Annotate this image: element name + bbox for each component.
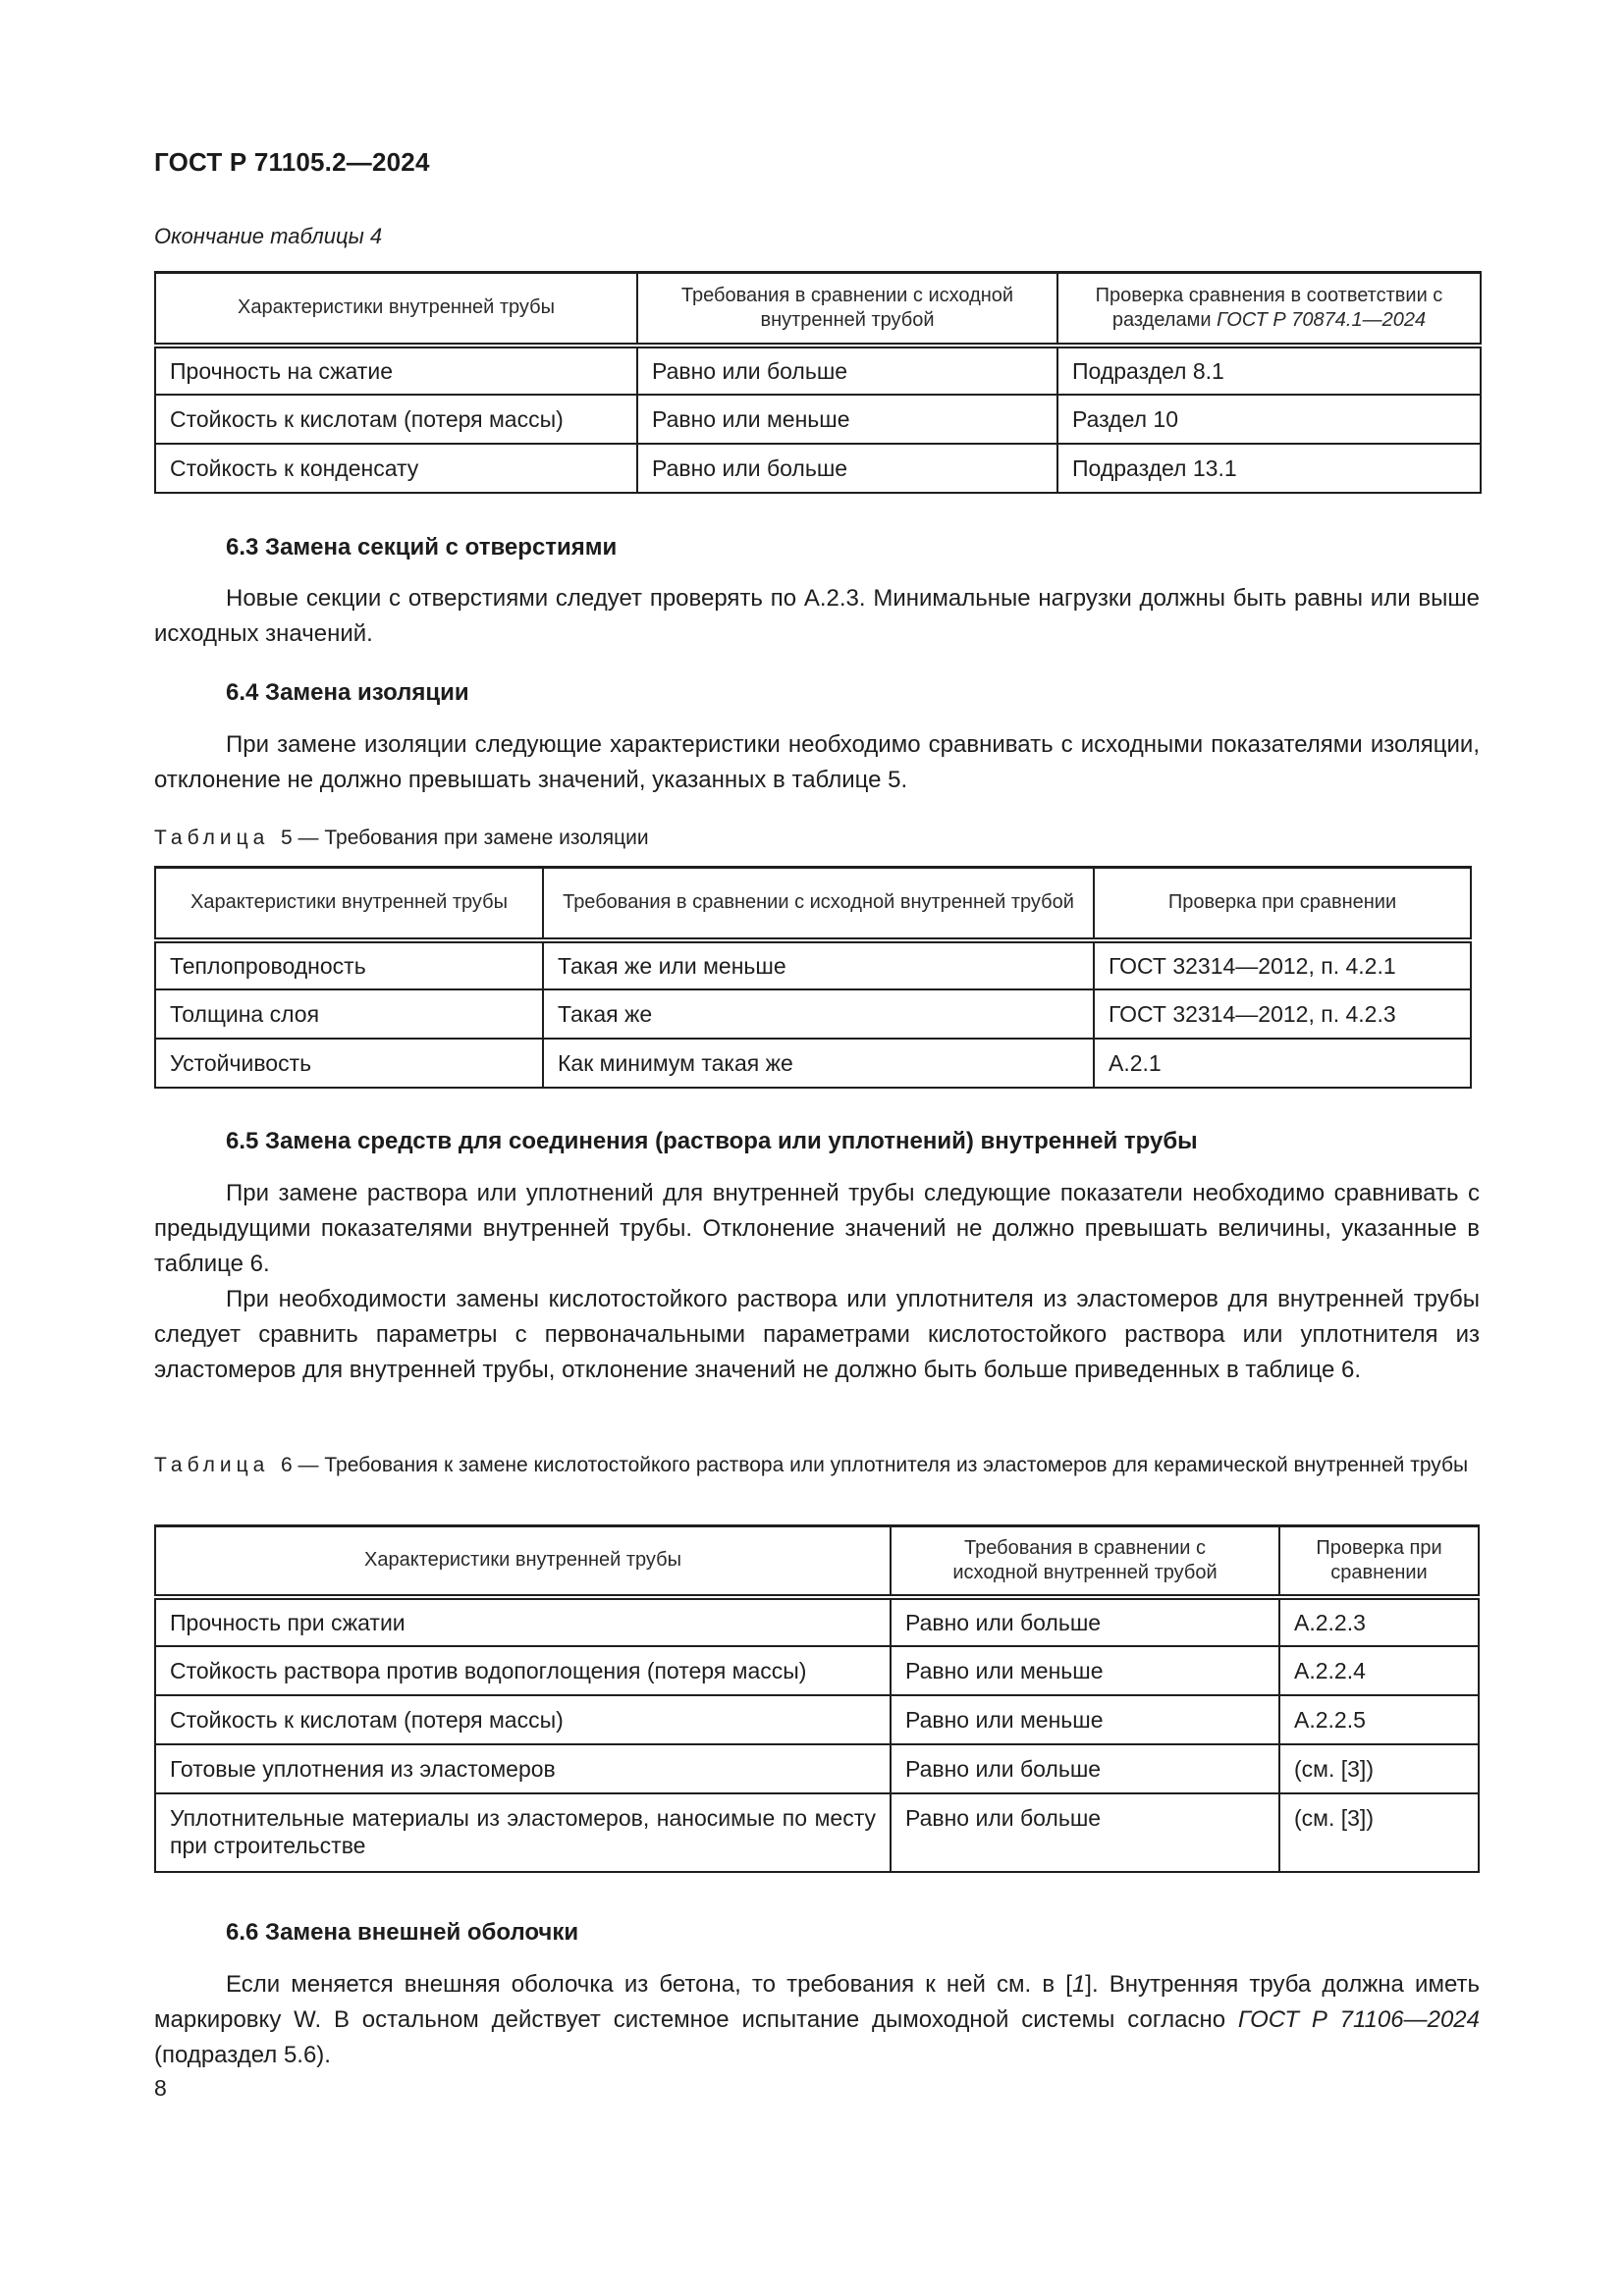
table-row xyxy=(155,395,1481,444)
table-cell: Равно или меньше xyxy=(637,395,1057,444)
table-row xyxy=(155,940,1471,989)
table-6-caption xyxy=(154,1451,1480,1479)
table-cell: (см. [3]) xyxy=(1279,1744,1479,1793)
table-cell: Равно или меньше xyxy=(891,1695,1279,1744)
column-header: Проверка при сравнении xyxy=(1094,868,1471,940)
column-header: Требования в сравнении с исходной внутренней трубой xyxy=(891,1526,1279,1597)
table-cell: Стойкость к конденсату xyxy=(155,444,637,493)
table-cell: Стойкость к кислотам (потеря массы) xyxy=(155,1695,891,1744)
section-6-4-paragraph: При замене изоляции следующие характеристики необходимо сравнивать с исходными показателями изоляции, отклонение не должно превышать значений, указанных в таблице 5. xyxy=(154,731,1480,793)
section-6-5-paragraph-1: При замене раствора или уплотнений для внутренней трубы следующие показатели необходимо сравнивать с предыдущими показателями внутренней трубы. Отклонение значений не должно превышать величины, указанные в таблице 6. xyxy=(154,1180,1480,1277)
table-cell: ГОСТ 32314—2012, п. 4.2.3 xyxy=(1094,989,1471,1039)
table-cell: Теплопроводность xyxy=(155,940,543,989)
section-title-6-5: 6.5 Замена средств для соединения (раствора или уплотнений) внутренней трубы xyxy=(226,1128,1198,1154)
page-number: 8 xyxy=(154,2075,167,2101)
table-continuation-label: Окончание таблицы 4 xyxy=(154,224,383,248)
standard-reference: ГОСТ Р 70874.1—2024 xyxy=(1217,308,1427,331)
table-cell: Такая же xyxy=(543,989,1094,1039)
section-6-3-paragraph: Новые секции с отверстиями следует проверять по А.2.3. Минимальные нагрузки должны быть равны или выше исходных значений. xyxy=(154,585,1480,647)
table-row xyxy=(155,346,1481,395)
table-cell: Прочность на сжатие xyxy=(155,346,637,395)
section-6-5-paragraph-2: При необходимости замены кислотостойкого раствора или уплотнителя из эластомеров для внутренней трубы следует сравнить параметры с первоначальными параметрами кислотостойкого раствора или уплотнителя из эластомеров для внутренней трубы, отклонение значений не должно быть больше приведенных в таблице 6. xyxy=(154,1286,1480,1383)
table-cell: (см. [3]) xyxy=(1279,1793,1479,1872)
table-cell: Устойчивость xyxy=(155,1039,543,1088)
table-cell: Уплотнительные материалы из эластомеров, наносимые по месту при строительстве xyxy=(155,1793,891,1872)
table-cell: Готовые уплотнения из эластомеров xyxy=(155,1744,891,1793)
bibliography-reference: 1 xyxy=(1071,1971,1086,1998)
table-row xyxy=(155,1039,1471,1088)
table-cell: Толщина слоя xyxy=(155,989,543,1039)
standard-reference: ГОСТ Р 71106—2024 xyxy=(1237,2006,1480,2033)
table-cell: А.2.2.5 xyxy=(1279,1695,1479,1744)
table-cell: Такая же или меньше xyxy=(543,940,1094,989)
table-4 xyxy=(154,271,1482,494)
table-row xyxy=(155,1597,1479,1646)
table-row xyxy=(155,444,1481,493)
section-title-6-4: 6.4 Замена изоляции xyxy=(226,679,469,706)
table-cell: Подраздел 8.1 xyxy=(1057,346,1481,395)
table-cell: Равно или больше xyxy=(891,1597,1279,1646)
column-header: Требования в сравнении с исходной внутренней трубой xyxy=(637,273,1057,346)
table-row xyxy=(155,1646,1479,1695)
table-cell: Прочность при сжатии xyxy=(155,1597,891,1646)
table-cell: Равно или больше xyxy=(637,346,1057,395)
column-header: Требования в сравнении с исходной внутренней трубой xyxy=(543,868,1094,940)
table-cell: А.2.2.3 xyxy=(1279,1597,1479,1646)
table-cell: Равно или больше xyxy=(891,1793,1279,1872)
table-cell: Равно или больше xyxy=(891,1744,1279,1793)
caption-text: 6 — Требования к замене кислотостойкого раствора или уплотнителя из эластомеров для керамической внутренней трубы xyxy=(281,1454,1469,1476)
table-5 xyxy=(154,866,1472,1089)
table-cell: Как минимум такая же xyxy=(543,1039,1094,1088)
table-cell: Равно или меньше xyxy=(891,1646,1279,1695)
caption-text: 5 — Требования при замене изоляции xyxy=(281,827,649,849)
document-id-header: ГОСТ Р 71105.2—2024 xyxy=(154,147,430,177)
table-6 xyxy=(154,1524,1480,1873)
section-6-6-paragraph: Если меняется внешняя оболочка из бетона, то требования к ней см. в [1]. Внутренняя труба должна иметь маркировку W. В остальном действует системное испытание дымоходной системы согласно ГОСТ Р 71106—2024 (подраздел 5.6). xyxy=(154,1971,1480,2068)
section-title-6-6: 6.6 Замена внешней оболочки xyxy=(226,1919,579,1946)
table-row xyxy=(155,1793,1479,1872)
table-cell: ГОСТ 32314—2012, п. 4.2.1 xyxy=(1094,940,1471,989)
column-header: Характеристики внутренней трубы xyxy=(155,868,543,940)
table-cell: Подраздел 13.1 xyxy=(1057,444,1481,493)
column-header: Проверка сравнения в соответствии с разделами ГОСТ Р 70874.1—2024 xyxy=(1057,273,1481,346)
caption-prefix: Таблица xyxy=(154,1454,270,1476)
table-row xyxy=(155,1744,1479,1793)
table-cell: Стойкость раствора против водопоглощения (потеря массы) xyxy=(155,1646,891,1695)
table-cell: А.2.2.4 xyxy=(1279,1646,1479,1695)
column-header: Характеристики внутренней трубы xyxy=(155,1526,891,1597)
table-cell: Стойкость к кислотам (потеря массы) xyxy=(155,395,637,444)
table-row xyxy=(155,1695,1479,1744)
table-cell: Равно или больше xyxy=(637,444,1057,493)
table-row xyxy=(155,989,1471,1039)
caption-prefix: Таблица xyxy=(154,827,270,849)
section-title-6-3: 6.3 Замена секций с отверстиями xyxy=(226,534,618,561)
table-cell: А.2.1 xyxy=(1094,1039,1471,1088)
table-5-caption xyxy=(154,824,1480,852)
column-header: Проверка при сравнении xyxy=(1279,1526,1479,1597)
table-cell: Раздел 10 xyxy=(1057,395,1481,444)
column-header: Характеристики внутренней трубы xyxy=(155,273,637,346)
